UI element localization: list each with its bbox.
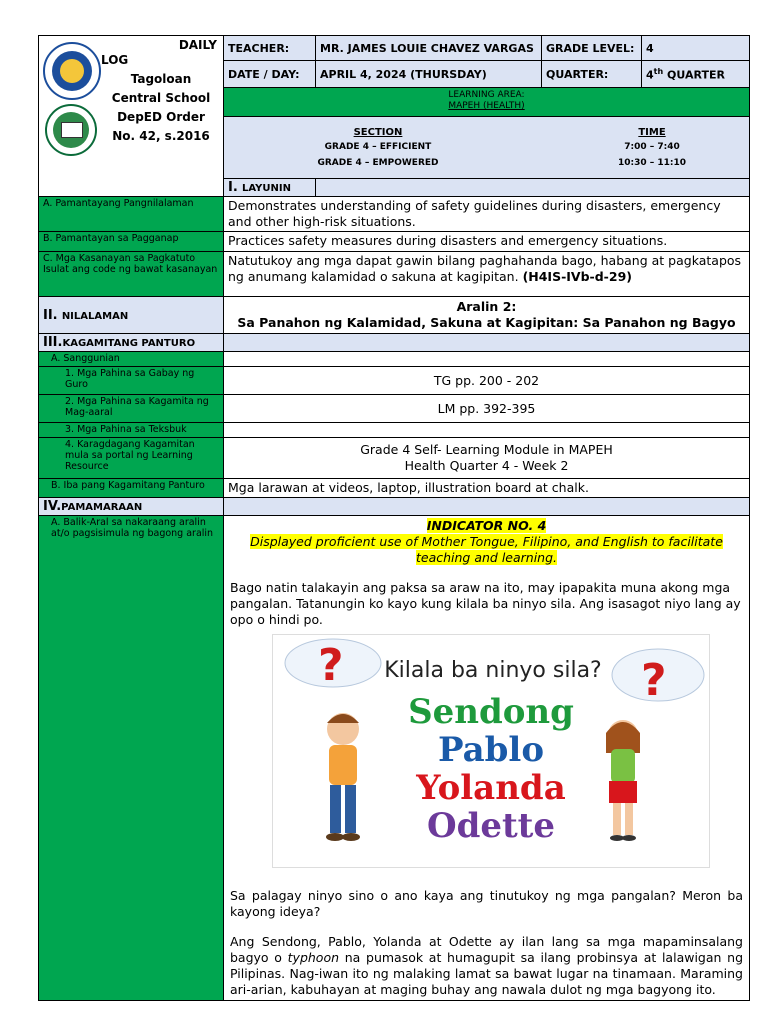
karagdagang-kagamitan-value xyxy=(224,438,750,479)
quarter-value xyxy=(642,61,750,88)
section-ii-heading xyxy=(39,297,224,334)
kasanayan-text: Natutukoy ang mga dapat gawin bilang paghahanda bago, habang at pagkatapos ng anumang kalamidad o sakuna at kagipitan. xyxy=(228,253,742,284)
sanggunian-label: A. Sanggunian xyxy=(39,352,224,367)
quarter-word: QUARTER xyxy=(663,68,725,82)
learning-area-label: LEARNING AREA: xyxy=(448,90,525,100)
karagdagang-kagamitan-label: 4. Karagdagang Kagamitan mula sa portal ng Learning Resource xyxy=(39,438,224,479)
kagamitan-mag-aaral-label: 2. Mga Pahina sa Kagamita ng Mag-aaral xyxy=(39,395,224,423)
karagdagang-kagamitan-line1: Grade 4 Self- Learning Module in MAPEH xyxy=(360,442,613,457)
section-i-heading xyxy=(224,179,316,197)
name-yolanda: Yolanda xyxy=(416,768,566,808)
quarter-number: 4 xyxy=(646,68,654,82)
name-odette: Odette xyxy=(426,806,556,846)
section-time-cell xyxy=(224,117,750,179)
svg-text:?: ? xyxy=(641,655,667,706)
teksbuk-label: 3. Mga Pahina sa Teksbuk xyxy=(39,423,224,438)
typhoon-names-image xyxy=(272,634,710,868)
lesson-title-cell xyxy=(224,297,750,334)
girl-figure-icon xyxy=(606,720,640,841)
sanggunian-empty xyxy=(224,352,750,367)
school-seal-logo xyxy=(45,104,97,156)
section-i-numeral: I. xyxy=(228,180,238,195)
grade-level-value: 4 xyxy=(642,36,750,61)
explanation-part2: na pumasok at humagupit sa ilang probinsya at lalawigan ng Pilipinas. Nag-iwan ito ng malaking lamat sa bawat lugar na tinamaan. Maraming ari-arian, kabuhayan at maging buhay ang nawala dulot ng mga bagyong ito. xyxy=(230,950,744,997)
date-value: APRIL 4, 2024 (THURSDAY) xyxy=(316,61,542,88)
section-iv-numeral: IV. xyxy=(43,499,62,514)
pamantayan-sa-pagganap-text: Practices safety measures during disasters and emergency situations. xyxy=(224,232,750,252)
dll-table xyxy=(38,35,750,1001)
title-log: LOG xyxy=(101,53,129,67)
kasanayan-code: (H4IS-IVb-d-29) xyxy=(522,269,632,284)
balik-aral-content xyxy=(224,516,750,1001)
learning-area-value: MAPEH (HEALTH) xyxy=(448,101,525,111)
deped-order-line1: DepED Order xyxy=(117,110,205,124)
kasanayan-label-cell xyxy=(39,252,224,297)
school-title xyxy=(101,36,221,146)
section-ii-title: NILALAMAN xyxy=(61,310,129,322)
name-sendong: Sendong xyxy=(408,692,574,732)
svg-text:?: ? xyxy=(318,640,344,691)
time-column xyxy=(578,126,726,170)
section-iv-heading xyxy=(39,498,224,516)
section-iii-heading xyxy=(39,334,224,352)
quarter-suffix: th xyxy=(653,66,664,76)
section-ii-numeral: II. xyxy=(43,307,58,323)
pamantayang-pangnilalaman-label: A. Pamantayang Pangnilalaman xyxy=(39,197,224,232)
section-iii-numeral: III. xyxy=(43,335,63,350)
time-efficient: 7:00 – 7:40 xyxy=(624,141,680,152)
right-cloud-icon xyxy=(612,649,704,706)
grade-level-label: GRADE LEVEL: xyxy=(542,36,642,61)
section-column xyxy=(228,126,528,170)
left-cloud-icon xyxy=(285,639,381,691)
section-iv-empty xyxy=(224,498,750,516)
teksbuk-value xyxy=(224,423,750,438)
deped-seal-logo xyxy=(43,42,101,100)
section-iii-title: KAGAMITANG PANTURO xyxy=(62,338,196,349)
school-name-line2: Central School xyxy=(111,91,211,105)
teacher-value: MR. JAMES LOUIE CHAVEZ VARGAS xyxy=(316,36,542,61)
name-pablo: Pablo xyxy=(437,730,545,770)
kasanayan-text-cell xyxy=(224,252,750,297)
kagamitan-mag-aaral-value: LM pp. 392-395 xyxy=(224,395,750,423)
section-iii-empty xyxy=(224,334,750,352)
kasanayan-sublabel: Isulat ang code ng bawat kasanayan xyxy=(43,264,218,275)
section-efficient: GRADE 4 – EFFICIENT xyxy=(324,141,432,152)
indicator-text: Displayed proficient use of Mother Tongue, Filipino, and English to facilitate teaching and learning. xyxy=(250,534,723,565)
date-label: DATE / DAY: xyxy=(224,61,316,88)
boy-figure-icon xyxy=(326,713,360,841)
gabay-ng-guro-value: TG pp. 200 - 202 xyxy=(224,367,750,395)
school-name-line1: Tagoloan xyxy=(130,72,192,86)
balik-aral-label: A. Balik-Aral sa nakaraang aralin at/o pagsisimula ng bagong aralin xyxy=(39,516,224,1001)
quarter-label: QUARTER: xyxy=(542,61,642,88)
section-i-title: LAYUNIN xyxy=(241,183,291,194)
section-empowered: GRADE 4 – EMPOWERED xyxy=(317,157,439,168)
deped-order-line2: No. 42, s.2016 xyxy=(112,129,210,143)
image-question: Kilala ba ninyo sila? xyxy=(384,658,602,683)
iba-pang-kagamitan-label: B. Iba pang Kagamitang Panturo xyxy=(39,479,224,498)
intro-paragraph: Bago natin talakayin ang paksa sa araw na ito, may ipapakita muna akong mga pangalan. Tatanungin ko kayo kung kilala ba ninyo sila. Ang isasagot niyo lang ay opo o hindi po. xyxy=(230,580,741,627)
karagdagang-kagamitan-line2: Health Quarter 4 - Week 2 xyxy=(404,458,569,473)
lesson-title: Sa Panahon ng Kalamidad, Sakuna at Kagipitan: Sa Panahon ng Bagyo xyxy=(237,315,736,330)
section-i-empty xyxy=(316,179,750,197)
question-paragraph: Sa palagay ninyo sino o ano kaya ang tinutukoy ng mga pangalan? Meron ba kayong ideya? xyxy=(230,888,743,919)
title-daily: DAILY xyxy=(178,38,217,52)
school-header-cell xyxy=(39,36,224,197)
indicator-block xyxy=(230,518,743,566)
time-empowered: 10:30 – 11:10 xyxy=(617,157,687,168)
explanation-paragraph xyxy=(230,934,743,998)
section-heading: SECTION xyxy=(353,126,403,138)
iba-pang-kagamitan-text: Mga larawan at videos, laptop, illustration board at chalk. xyxy=(224,479,750,498)
lesson-number: Aralin 2: xyxy=(456,299,517,314)
teacher-label: TEACHER: xyxy=(224,36,316,61)
pamantayan-sa-pagganap-label: B. Pamantayan sa Pagganap xyxy=(39,232,224,252)
time-heading: TIME xyxy=(638,126,666,138)
explanation-part1: Ang Sendong, Pablo, Yolanda at Odette ay ilan lang sa mga mapaminsalang bagyo o xyxy=(230,934,743,965)
learning-area-cell xyxy=(224,88,750,117)
section-iv-title: PAMAMARAAN xyxy=(61,502,143,513)
indicator-title: INDICATOR NO. 4 xyxy=(426,518,547,533)
gabay-ng-guro-label: 1. Mga Pahina sa Gabay ng Guro xyxy=(39,367,224,395)
daily-lesson-log xyxy=(38,35,749,1001)
kasanayan-label: C. Mga Kasanayan sa Pagkatuto xyxy=(43,253,196,264)
explanation-italic: typhoon xyxy=(287,950,340,965)
pamantayang-pangnilalaman-text: Demonstrates understanding of safety guidelines during disasters, emergency and other high-risk situations. xyxy=(224,197,750,232)
